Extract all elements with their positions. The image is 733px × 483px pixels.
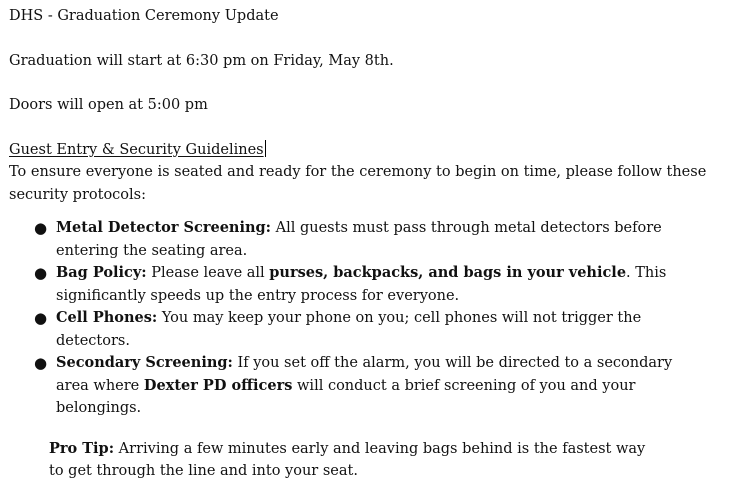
item-text: All guests must pass through metal detectors before entering the seating area. [56, 220, 662, 259]
item-text: You may keep your phone on you; cell phones will not trigger the detectors. [56, 310, 642, 349]
list-item-metal-detector [9, 217, 696, 262]
list-item-cell-phones [9, 307, 696, 352]
intro-paragraph: To ensure everyone is seated and ready for the ceremony to begin on time, please follow these security protocols: [9, 164, 707, 203]
document-body[interactable] [9, 5, 729, 483]
item-emphasis: purses, backpacks, and bags in your vehicle [269, 264, 627, 281]
bullet-icon: ● [34, 264, 48, 282]
text-cursor [265, 140, 266, 157]
start-time-line: Graduation will start at 6:30 pm on Friday, May 8th. [9, 52, 394, 69]
item-text: Please leave all [146, 265, 270, 281]
item-label: Metal Detector Screening: [56, 219, 272, 236]
section-heading-line [9, 139, 729, 162]
item-text: . This significantly speeds up the entry process for everyone. [56, 265, 667, 304]
item-label: Secondary Screening: [56, 354, 233, 371]
pro-tip-label: Pro Tip: [49, 439, 115, 457]
item-emphasis: Dexter PD officers [143, 376, 293, 394]
list-item-bag-policy [9, 262, 696, 307]
section-heading: Guest Entry & Security Guidelines [9, 141, 264, 158]
item-label: Bag Policy: [56, 264, 147, 281]
security-guidelines-list [9, 217, 729, 420]
item-label: Cell Phones: [56, 309, 158, 326]
item-text: will conduct a brief screening of you and your belongings. [56, 377, 636, 416]
list-item-secondary-screening [9, 352, 696, 420]
item-text: If you set off the alarm, you will be directed to a secondary area where [56, 355, 673, 394]
pro-tip-text: Arriving a few minutes early and leaving bags behind is the fastest way to get through the line and into your seat. [49, 440, 646, 479]
bullet-icon: ● [34, 354, 48, 372]
bullet-icon: ● [34, 219, 48, 237]
pro-tip-paragraph [49, 438, 659, 483]
bullet-icon: ● [34, 309, 48, 327]
doors-open-line: Doors will open at 5:00 pm [9, 97, 208, 113]
document-title: DHS - Graduation Ceremony Update [9, 8, 279, 24]
